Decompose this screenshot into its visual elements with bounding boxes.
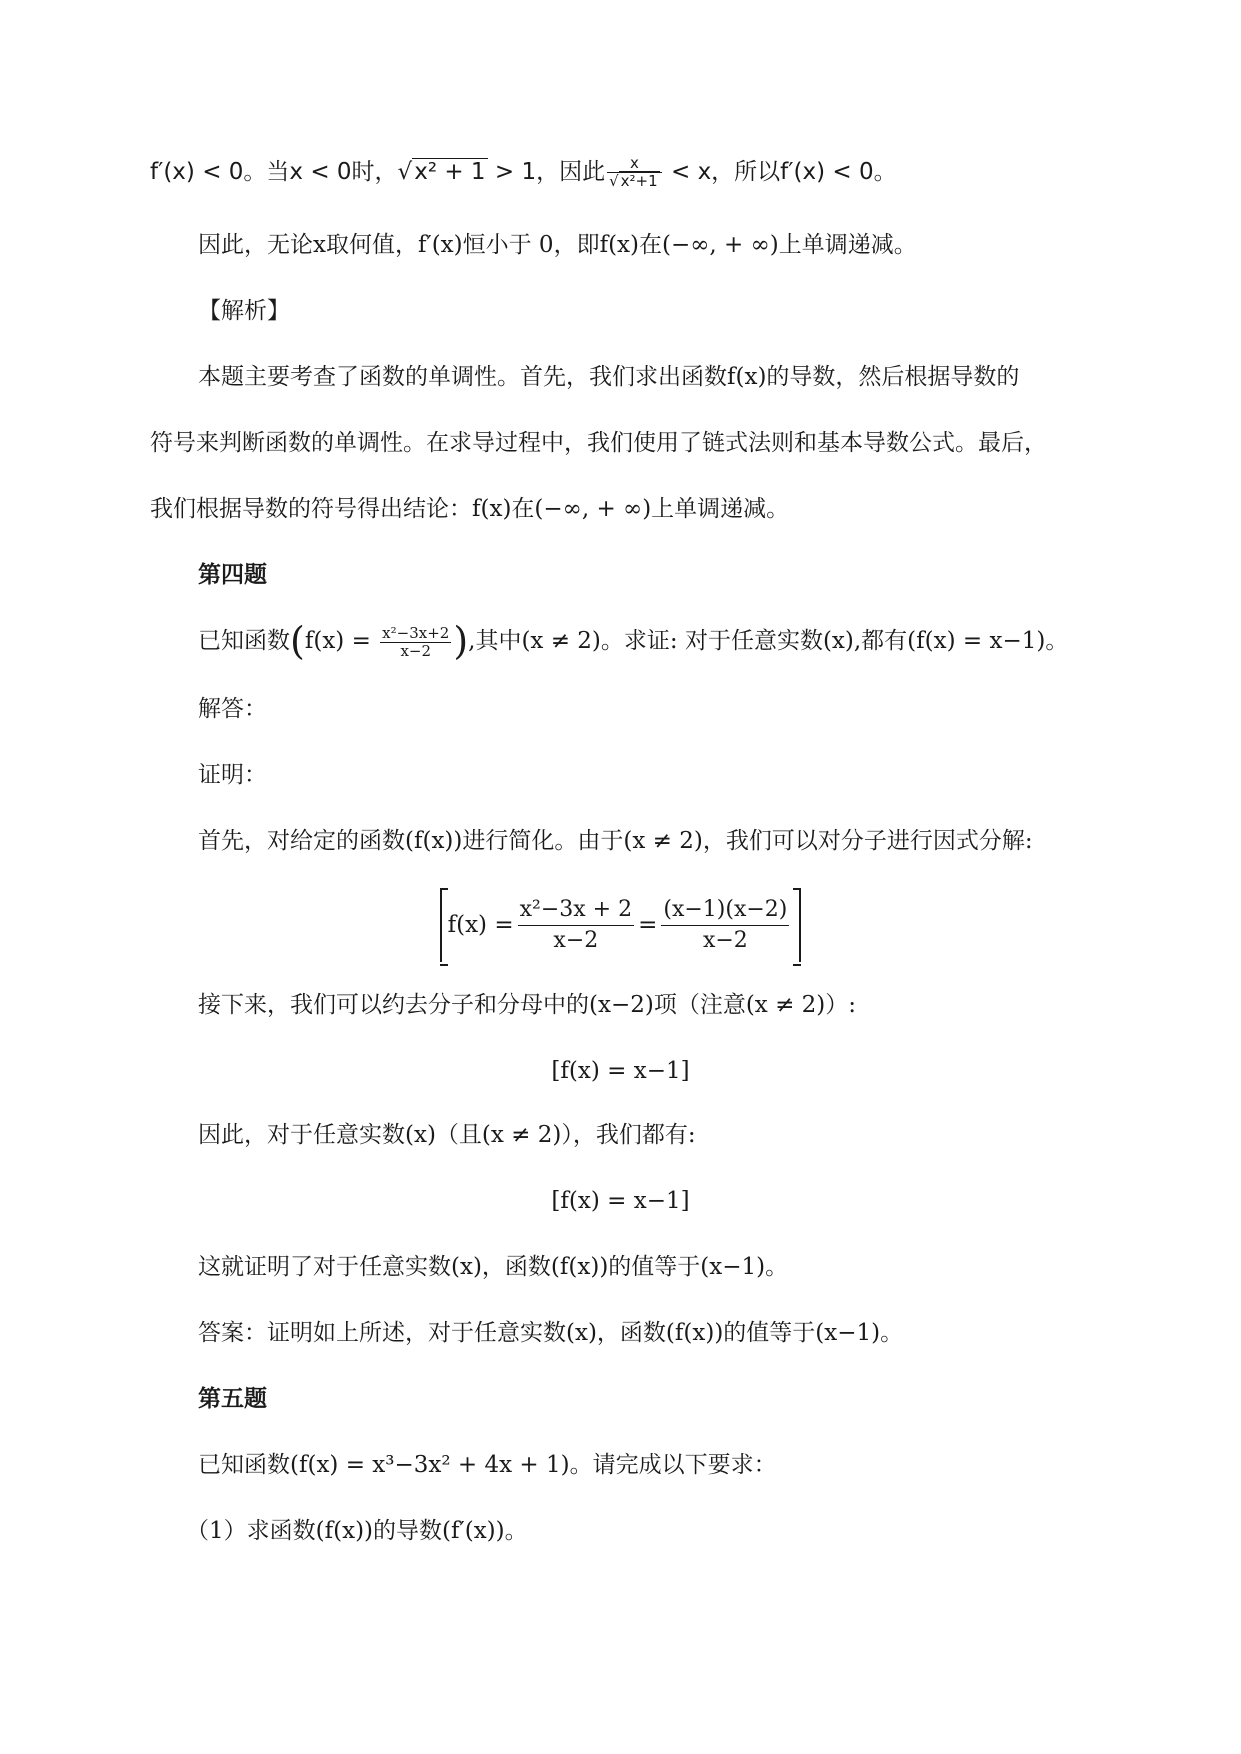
section-label: 【解析】 bbox=[198, 298, 290, 324]
text-segment: f′(x) < 0。当x < 0时， bbox=[150, 159, 398, 185]
text-line: 本题主要考查了函数的单调性。首先，我们求出函数f(x)的导数，然后根据导数的 bbox=[198, 364, 1020, 390]
fraction bbox=[518, 895, 634, 956]
fraction-numerator: x²−3x + 2 bbox=[518, 895, 634, 926]
text-line: 这就证明了对于任意实数(x)，函数(f(x))的值等于(x−1)。 bbox=[198, 1254, 789, 1280]
text-line: 接下来，我们可以约去分子和分母中的(x−2)项（注意(x ≠ 2)）: bbox=[198, 992, 857, 1018]
paren-left: ( bbox=[290, 619, 305, 663]
text-line: 证明： bbox=[198, 762, 267, 788]
section-heading: 第四题 bbox=[198, 561, 267, 588]
equation-bracket bbox=[440, 888, 802, 962]
sqrt-body: x² + 1 bbox=[414, 159, 486, 185]
text-line: 答案：证明如上所述，对于任意实数(x)，函数(f(x))的值等于(x−1)。 bbox=[198, 1320, 904, 1346]
text-line bbox=[150, 155, 897, 190]
text-line: 首先，对给定的函数(f(x))进行简化。由于(x ≠ 2)，我们可以对分子进行因式分解: bbox=[198, 828, 1033, 854]
fraction bbox=[380, 625, 451, 660]
fraction bbox=[607, 155, 662, 190]
text-segment: ,其中(x ≠ 2)。求证: 对于任意实数(x),都有(f(x) = x−1)。 bbox=[468, 628, 1069, 654]
text-line: 已知函数(f(x) = x³−3x² + 4x + 1)。请完成以下要求： bbox=[198, 1452, 777, 1478]
fraction-denominator: x−2 bbox=[400, 641, 432, 660]
fraction-denominator bbox=[607, 173, 662, 190]
fraction-numerator: x²−3x+2 bbox=[382, 623, 450, 642]
text-segment: = bbox=[638, 912, 658, 938]
paren-right: ) bbox=[453, 619, 469, 663]
fraction-denominator: x−2 bbox=[702, 927, 748, 953]
fraction-numerator: x bbox=[607, 155, 662, 173]
text-segment: > 1，因此 bbox=[487, 159, 606, 185]
sqrt-symbol: √ bbox=[397, 159, 413, 185]
text-segment: < x，所以f′(x) < 0。 bbox=[663, 159, 897, 185]
fraction-numerator: (x−1)(x−2) bbox=[661, 895, 789, 926]
text-line: 我们根据导数的符号得出结论：f(x)在(−∞, + ∞)上单调递减。 bbox=[150, 496, 790, 522]
sqrt-symbol: √ bbox=[609, 172, 619, 190]
sqrt-expression bbox=[398, 158, 488, 185]
text-line bbox=[198, 619, 1069, 663]
text-segment: f(x) = bbox=[304, 628, 379, 654]
display-equation: [f(x) = x−1] bbox=[551, 1058, 690, 1084]
text-line: 因此，对于任意实数(x)（且(x ≠ 2)），我们都有: bbox=[198, 1122, 696, 1148]
text-segment: f(x) = bbox=[447, 912, 514, 938]
text-line: 因此，无论x取何值，f′(x)恒小于 0，即f(x)在(−∞, + ∞)上单调递减。 bbox=[198, 232, 917, 258]
display-equation: [f(x) = x−1] bbox=[551, 1188, 690, 1214]
text-line: （1）求函数(f(x))的导数(f′(x))。 bbox=[186, 1518, 528, 1544]
fraction-denominator: x−2 bbox=[553, 927, 599, 953]
section-heading: 第五题 bbox=[198, 1385, 267, 1412]
display-equation bbox=[0, 885, 1241, 965]
sqrt-body: x²+1 bbox=[620, 172, 658, 190]
text-line: 解答： bbox=[198, 696, 267, 722]
text-line: 符号来判断函数的单调性。在求导过程中，我们使用了链式法则和基本导数公式。最后， bbox=[150, 430, 1047, 456]
fraction bbox=[661, 895, 789, 956]
text-segment: 已知函数 bbox=[198, 628, 290, 654]
